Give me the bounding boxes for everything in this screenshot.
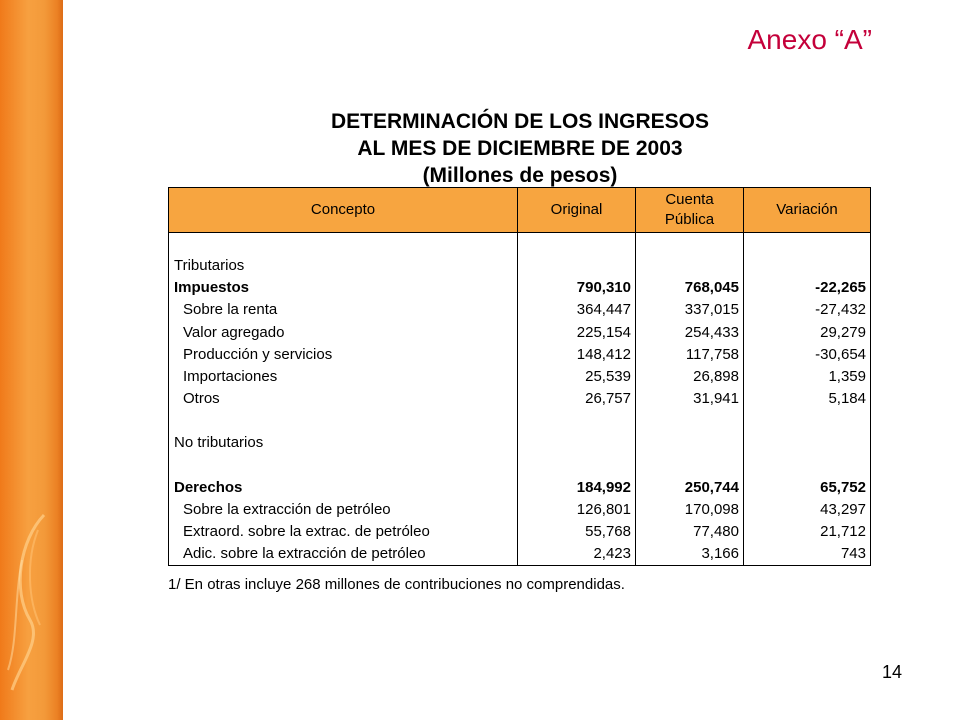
concept-cell: Importaciones [169,366,518,388]
income-table [168,187,871,566]
page-number: 14 [881,662,902,682]
col-header-cuenta-publica [636,188,744,233]
col-header-variacion: Variación [744,188,871,233]
cuenta-cell: 117,758 [636,344,744,366]
variacion-cell: -27,432 [744,299,871,321]
cuenta-cell: 170,098 [636,499,744,521]
footnote: 1/ En otras incluye 268 millones de contribuciones no comprendidas. [168,576,625,593]
heading-line-3: (Millones de pesos) [422,164,618,187]
original-cell: 225,154 [518,322,636,344]
original-cell: 25,539 [518,366,636,388]
table-row [169,477,871,499]
original-cell: 55,768 [518,521,636,543]
table-header-row [169,188,871,233]
original-cell: 26,757 [518,388,636,410]
col-header-original: Original [518,188,636,233]
original-cell: 790,310 [518,277,636,299]
variacion-cell: -30,654 [744,344,871,366]
concept-cell: Extraord. sobre la extrac. de petróleo [169,521,518,543]
original-cell: 148,412 [518,344,636,366]
heading-line-2: AL MES DE DICIEMBRE DE 2003 [357,137,683,160]
concept-cell: Producción y servicios [169,344,518,366]
concept-cell: Derechos [169,477,518,499]
cuenta-cell: 31,941 [636,388,744,410]
original-cell: 2,423 [518,543,636,566]
swirl-ornament-icon [0,0,63,720]
concept-cell: Sobre la extracción de petróleo [169,499,518,521]
spacer-row [169,455,871,477]
annex-title: Anexo “A” [747,24,872,55]
concept-cell: Impuestos [169,277,518,299]
original-cell: 126,801 [518,499,636,521]
table-row [169,344,871,366]
table-row [169,277,871,299]
variacion-cell: 743 [744,543,871,566]
concept-cell: Tributarios [169,255,518,277]
cuenta-cell: 337,015 [636,299,744,321]
variacion-cell: 5,184 [744,388,871,410]
variacion-cell: 1,359 [744,366,871,388]
concept-cell: No tributarios [169,432,518,454]
table-row [169,322,871,344]
table-row [169,299,871,321]
original-cell: 364,447 [518,299,636,321]
table-row [169,388,871,410]
cuenta-cell: 3,166 [636,543,744,566]
col-header-cuenta-line2: Pública [664,211,715,228]
col-header-concepto: Concepto [169,188,518,233]
table-row [169,521,871,543]
cuenta-cell: 768,045 [636,277,744,299]
concept-cell: Sobre la renta [169,299,518,321]
original-cell: 184,992 [518,477,636,499]
cuenta-cell: 26,898 [636,366,744,388]
variacion-cell: -22,265 [744,277,871,299]
concept-cell: Valor agregado [169,322,518,344]
variacion-cell: 65,752 [744,477,871,499]
table-row [169,543,871,566]
report-heading [320,108,720,189]
table-row [169,432,871,454]
table-row [169,255,871,277]
heading-line-1: DETERMINACIÓN DE LOS INGRESOS [330,110,710,133]
col-header-cuenta-line1: Cuenta [665,191,714,208]
table-row [169,366,871,388]
cuenta-cell: 250,744 [636,477,744,499]
cuenta-cell: 254,433 [636,322,744,344]
spacer-row [169,410,871,432]
table-row [169,499,871,521]
cuenta-cell: 77,480 [636,521,744,543]
concept-cell: Adic. sobre la extracción de petróleo [169,543,518,566]
variacion-cell: 29,279 [744,322,871,344]
variacion-cell: 21,712 [744,521,871,543]
spacer-row [169,233,871,256]
concept-cell: Otros [169,388,518,410]
decorative-side-bar [0,0,63,720]
variacion-cell: 43,297 [744,499,871,521]
